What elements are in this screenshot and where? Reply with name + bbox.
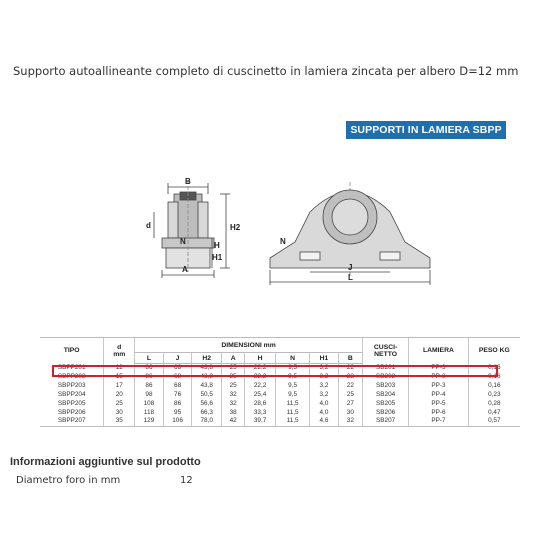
table-cell: 3,2 — [310, 391, 339, 400]
header-dimensioni: DIMENSIONI mm — [135, 338, 363, 353]
info-heading: Informazioni aggiuntive sul prodotto — [10, 456, 201, 468]
label-n-side: N — [280, 237, 286, 246]
table-cell: SBPP202 — [57, 372, 86, 380]
table-cell: 11,5 — [276, 417, 310, 426]
table-cell: 27 — [338, 400, 362, 409]
table-cell: 9,5 — [276, 391, 310, 400]
table-cell: PP-7 — [409, 417, 468, 426]
table-cell: 118 — [135, 409, 164, 418]
table-cell: 108 — [135, 400, 164, 409]
table-cell: 0,16 — [468, 364, 520, 373]
table-cell: 0,16 — [468, 373, 520, 382]
table-cell: 78,0 — [192, 417, 222, 426]
header-cuscinetto: CUSCI- NETTO — [362, 338, 408, 364]
front-view-drawing — [154, 180, 230, 278]
table-cell: 50,5 — [192, 391, 222, 400]
table-cell: 4,0 — [310, 400, 339, 409]
technical-drawing — [120, 172, 500, 292]
table-cell: 22,2 — [245, 373, 276, 382]
table-cell: 4,6 — [310, 417, 339, 426]
table-cell: 0,16 — [468, 382, 520, 391]
table-cell: 38 — [222, 409, 245, 418]
table-cell: SB205 — [362, 400, 408, 409]
table-cell: 4,0 — [310, 409, 339, 418]
table-cell: 86 — [163, 400, 192, 409]
table-cell: 20 — [104, 391, 135, 400]
table-cell: 25 — [222, 373, 245, 382]
table-cell: 98 — [135, 391, 164, 400]
table-cell: 11,5 — [276, 409, 310, 418]
table-cell: PP-6 — [409, 409, 468, 418]
header-n: N — [276, 353, 310, 364]
table-cell: 106 — [163, 417, 192, 426]
table-cell: 43,8 — [192, 382, 222, 391]
table-cell: 0,28 — [468, 400, 520, 409]
table-cell: 68 — [163, 373, 192, 382]
header-h: H — [245, 353, 276, 364]
table-cell: 95 — [163, 409, 192, 418]
label-h: H — [214, 241, 220, 250]
header-d-unit: mm — [113, 350, 126, 358]
label-h1: H1 — [212, 253, 223, 262]
label-b: B — [185, 177, 191, 186]
table-row — [40, 382, 520, 391]
table-row — [40, 400, 520, 409]
table-cell: 32 — [338, 417, 362, 426]
table-cell: 86 — [135, 373, 164, 382]
header-peso: PESO KG — [468, 338, 520, 364]
table-cell: SBPP201 — [57, 363, 86, 371]
table-cell: 22 — [338, 364, 362, 373]
table-cell: SBPP203 — [57, 381, 86, 389]
table-cell: 22 — [338, 373, 362, 382]
table-cell: 68 — [163, 382, 192, 391]
table-cell: 35 — [104, 417, 135, 426]
table-cell: SB204 — [362, 391, 408, 400]
table-cell: 86 — [135, 364, 164, 373]
table-cell: 22,2 — [245, 364, 276, 373]
table-cell: 22,2 — [245, 382, 276, 391]
table-cell: 30 — [104, 409, 135, 418]
table-cell: 86 — [135, 382, 164, 391]
dimensions-table — [40, 337, 520, 427]
table-cell: 22 — [338, 382, 362, 391]
label-d: d — [146, 221, 151, 230]
table-cell: 12 — [104, 364, 135, 373]
table-cell: SBPP205 — [57, 399, 86, 407]
product-title: Supporto autoallineante completo di cuscinetto in lamiera zincata per albero D=12 mm — [13, 64, 519, 78]
table-cell: 11,5 — [276, 400, 310, 409]
table-cell: SBPP204 — [57, 390, 86, 398]
header-a: A — [222, 353, 245, 364]
table-cell: 129 — [135, 417, 164, 426]
info-value: 12 — [180, 475, 193, 486]
table-cell: PP-3 — [409, 382, 468, 391]
table-cell: 43,8 — [192, 364, 222, 373]
label-l: L — [348, 273, 353, 282]
table-cell: 3,2 — [310, 364, 339, 373]
table-cell: SBPP207 — [40, 417, 104, 426]
table-row — [40, 391, 520, 400]
table-cell: PP-3 — [409, 373, 468, 382]
category-banner: SUPPORTI IN LAMIERA SBPP — [346, 121, 506, 139]
table-cell: 3,2 — [310, 373, 339, 382]
table-cell: SB207 — [362, 417, 408, 426]
table-cell: 66,3 — [192, 409, 222, 418]
table-cell: SBPP206 — [57, 408, 86, 416]
header-d — [104, 338, 135, 364]
table-row — [40, 417, 520, 426]
table-cell: 25 — [222, 364, 245, 373]
label-j: J — [348, 263, 353, 272]
table-cell: 42 — [222, 417, 245, 426]
info-label: Diametro foro in mm — [16, 475, 121, 486]
table-cell: PP-3 — [409, 364, 468, 373]
table-cell: PP-4 — [409, 391, 468, 400]
table-cell: 25,4 — [245, 391, 276, 400]
header-l: L — [135, 353, 164, 364]
table-cell: 9,5 — [276, 364, 310, 373]
table-cell: 28,6 — [245, 400, 276, 409]
table-cell: 15 — [104, 373, 135, 382]
table-cell: 32 — [222, 400, 245, 409]
table-cell: SB201 — [362, 364, 408, 373]
header-d-label: d — [117, 343, 122, 351]
table-cell: 0,57 — [468, 417, 520, 426]
highlighted-row-frame — [52, 365, 498, 377]
table-cell: 25 — [338, 391, 362, 400]
table-cell: 0,23 — [468, 391, 520, 400]
header-j: J — [163, 353, 192, 364]
label-a: A — [182, 265, 188, 274]
table-cell: 9,5 — [276, 373, 310, 382]
table-cell: SB206 — [362, 409, 408, 418]
header-tipo: TIPO — [40, 338, 104, 364]
table-cell: 30 — [338, 409, 362, 418]
table-cell: 43,8 — [192, 373, 222, 382]
label-n: N — [180, 237, 186, 246]
table-cell: 25 — [222, 382, 245, 391]
table-cell: PP-5 — [409, 400, 468, 409]
table-cell: 33,3 — [245, 409, 276, 418]
table-cell: 25 — [104, 400, 135, 409]
table-cell: 76 — [163, 391, 192, 400]
header-lamiera: LAMIERA — [409, 338, 468, 364]
table-cell: 68 — [163, 364, 192, 373]
table-cell: 32 — [222, 391, 245, 400]
table-cell: 0,47 — [468, 409, 520, 418]
header-h2: H2 — [192, 353, 222, 364]
table-row — [40, 409, 520, 418]
header-h1: H1 — [310, 353, 339, 364]
table-cell: 9,5 — [276, 382, 310, 391]
table-cell: 56,6 — [192, 400, 222, 409]
table-cell: SB202 — [362, 373, 408, 382]
table-cell: 3,2 — [310, 382, 339, 391]
label-h2: H2 — [230, 223, 241, 232]
table-cell: SB203 — [362, 382, 408, 391]
table-cell: 17 — [104, 382, 135, 391]
header-b: B — [338, 353, 362, 364]
table-cell: 39,7 — [245, 417, 276, 426]
